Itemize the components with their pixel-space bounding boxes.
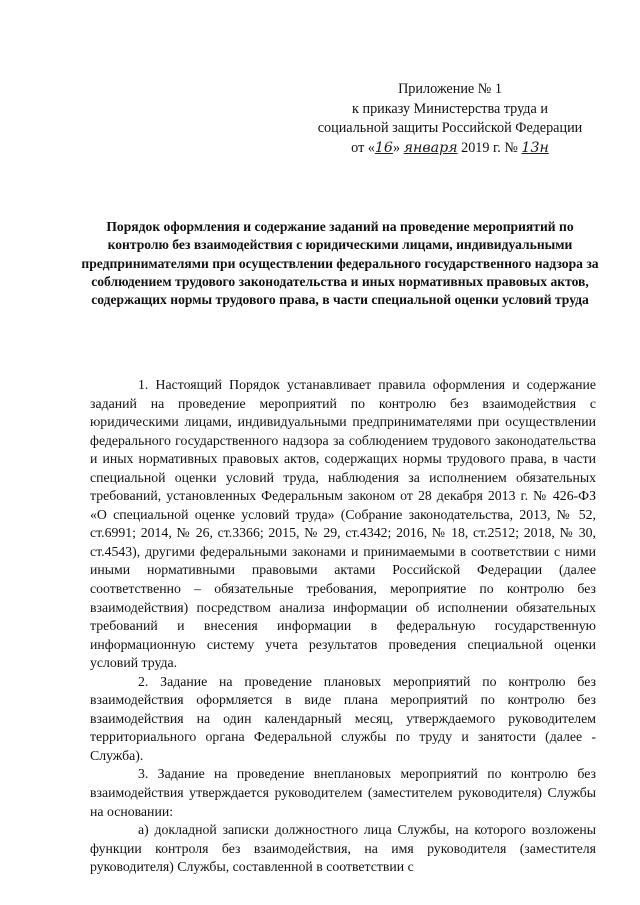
appendix-number: Приложение № 1	[398, 81, 502, 97]
paragraph-3: 3. Задание на проведение внеплановых мероприятий по контролю без взаимодействия утверждается руководителем (заместителем руководителя) Службы на основании:	[90, 766, 596, 819]
appendix-header	[300, 80, 600, 158]
paragraph-1: 1. Настоящий Порядок устанавливает правила оформления и содержание заданий на проведение мероприятий по контролю без взаимодействия с юридическими лицами, индивидуальными предпринимателями при осуществлении федерального государственного надзора за соблюдением трудового законодательства и иных нормативных правовых актов, содержащих нормы трудового права, в части специальной оценки условий труда, наблюдения за исполнением обязательных требований, установленных Федеральным законом от 28 декабря 2013 г. № 426-ФЗ «О специальной оценке условий труда» (Собрание законодательства, 2013, № 52, ст.6991; 2014, № 26, ст.3366; 2015, № 29, ст.4342; 2016, № 18, ст.2512; 2018, № 30, ст.4543), другими федеральными законами и принимаемыми в соответствии с ними иными нормативными правовыми актами Российской Федерации (далее соответственно – обязательные требования, мероприятие по контролю без взаимодействия) посредством анализа информации об исполнении обязательных требований и внесения информации в федеральную государственную информационную систему учета результатов проведения специальной оценки условий труда.	[90, 377, 596, 671]
handwritten-month: января	[403, 139, 458, 156]
date-mid: »	[392, 139, 404, 156]
appendix-order-ref: к приказу Министерства труда и	[352, 100, 548, 117]
paragraph-2: 2. Задание на проведение плановых мероприятий по контролю без взаимодействия оформляется в виде плана мероприятий по контролю без взаимодействия на один календарный месяц, утверждаемого руководителем территориального органа Федеральной службы по труду и занятости (далее - Служба).	[90, 673, 596, 763]
document-body	[90, 376, 596, 877]
appendix-ministry: социальной защиты Российской Федерации	[317, 120, 583, 136]
date-year: 2019 г. №	[457, 139, 522, 156]
appendix-date-line	[300, 139, 600, 159]
document-title: Порядок оформления и содержание заданий на проведение мероприятий по контролю без взаимодействия с юридическими лицами, индивидуальными предпринимателями при осуществлении федерального государственного надзора за соблюдением трудового законодательства и иных нормативных правовых актов, содержащих нормы трудового права, в части специальной оценки условий труда	[81, 219, 599, 308]
handwritten-order-number: 13н	[521, 139, 549, 156]
date-prefix: от «	[351, 139, 375, 156]
handwritten-day: 16	[374, 139, 393, 156]
paragraph-3a: а) докладной записки должностного лица Службы, на которого возложены функции контроля без взаимодействия, на имя руководителя (заместителя руководителя) Службы, составленной в соответствии с	[90, 822, 596, 875]
